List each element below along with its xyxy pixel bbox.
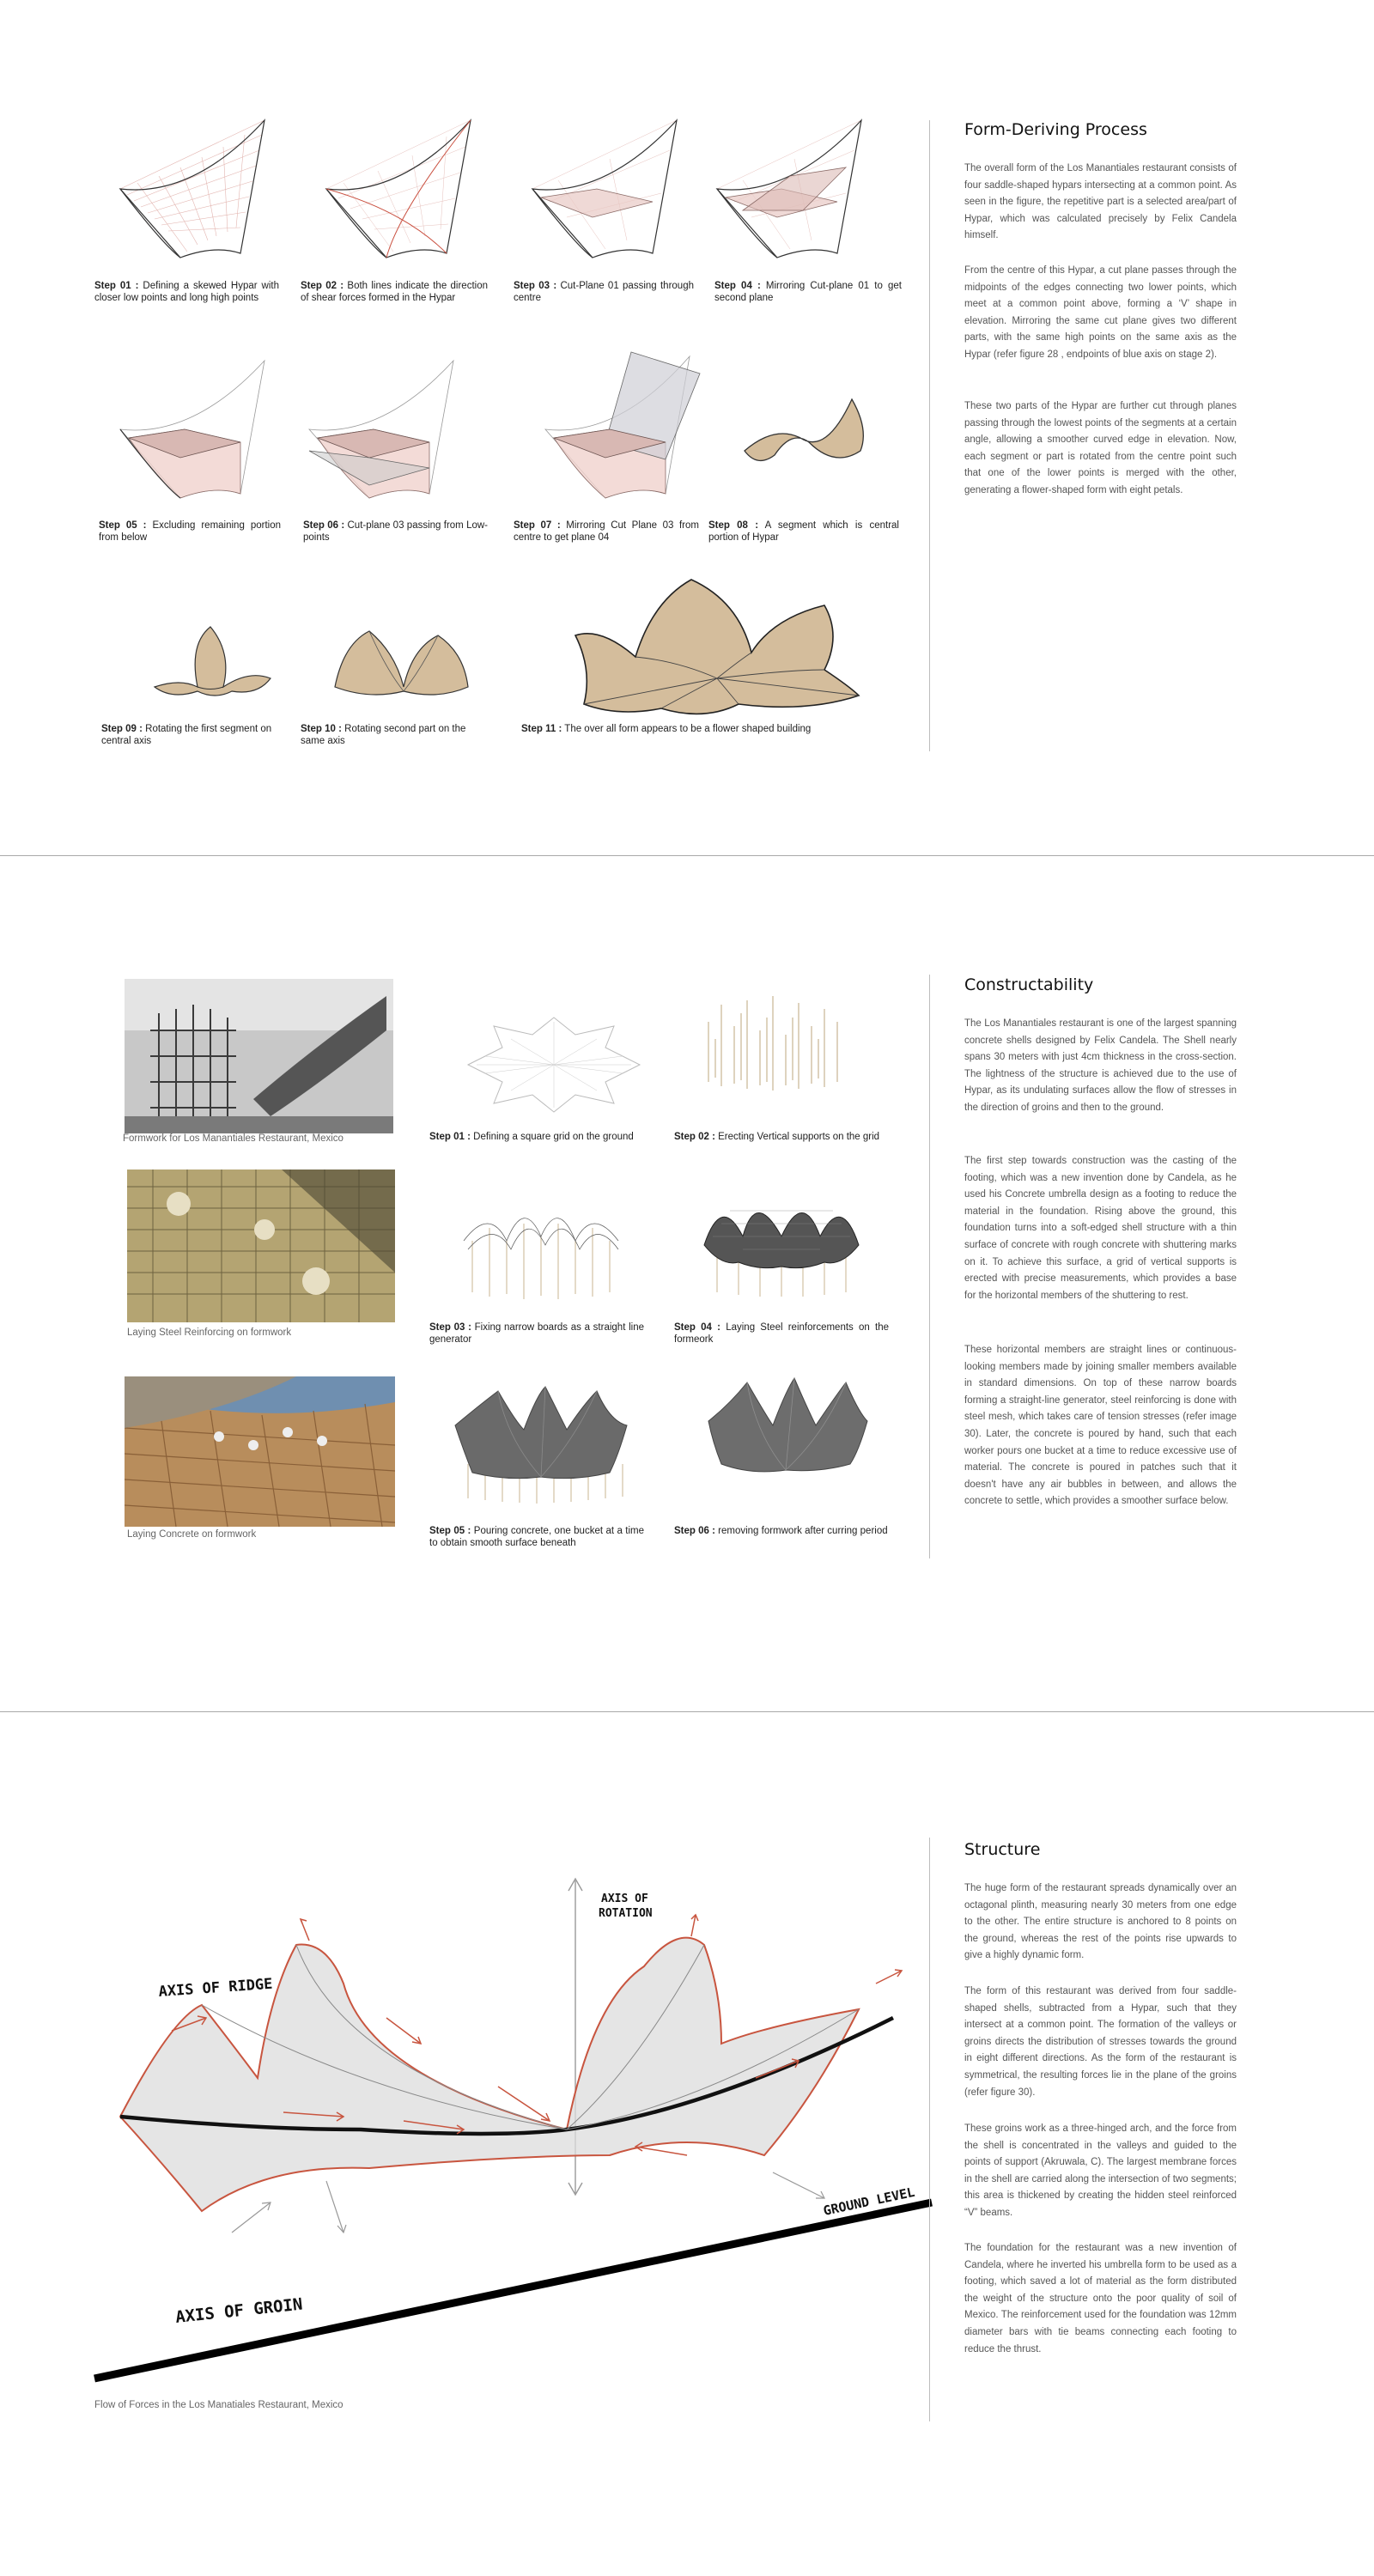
structure-title: Structure xyxy=(964,1840,1041,1859)
construct-paragraph-1: The Los Manantiales restaurant is one of the largest spanning concrete shells designed by Felix Candela. The Shell nearly spans 30 meters with just 4cm thickness in the cross-section. The lightness of the structure is achieved due to the use of Hypar, as its undulating surfaces allow the flow of stresses in the direction of groins and then to the ground. xyxy=(964,1018,1237,1113)
step-05-diagram xyxy=(112,356,283,519)
construct-step-02-diagram xyxy=(691,987,846,1099)
formwork-photo xyxy=(125,979,393,1133)
step-02-diagram xyxy=(318,116,489,279)
step-03-diagram xyxy=(524,116,696,279)
steel-reinforcing-photo xyxy=(127,1170,395,1322)
flow-of-forces-diagram xyxy=(86,1872,936,2387)
concrete-photo-caption: Laying Concrete on formwork xyxy=(127,1529,257,1540)
construct-step-03-diagram xyxy=(455,1189,627,1309)
form-paragraph-2: From the centre of this Hypar, a cut plane passes through the midpoints of the edges connecting two lower points, which meet at a common point above, forming a ‘V’ shape in elevation. Mirroring the same cut plane gives two different parts, with the same high points on the same axis as the Hypar (refer figure 28 , endpoints of blue axis on stage 2). xyxy=(964,265,1237,360)
form-title: Form-Deriving Process xyxy=(964,120,1147,139)
ground-line xyxy=(94,2202,932,2379)
form-divider xyxy=(929,120,930,751)
construct-step-06-diagram xyxy=(700,1374,872,1485)
construct-title: Constructability xyxy=(964,975,1094,994)
form-paragraph-1: The overall form of the Los Manantiales restaurant consists of four saddle-shaped hypars intersecting at a common point. As seen in the figure, the repetitive part is a selected area/part of Hypar, which was calculated precisely by Felix Candela himself. xyxy=(964,163,1237,241)
structure-divider xyxy=(929,1838,930,2421)
section-divider-1 xyxy=(0,855,1374,856)
form-step-06-caption: Step 06 : Cut-plane 03 passing from Low-points xyxy=(303,520,488,543)
step-01-diagram xyxy=(112,116,283,279)
construct-step-04-diagram xyxy=(696,1185,867,1305)
construct-step-01-diagram xyxy=(459,1013,648,1116)
form-step-07-caption: Step 07 : Mirroring Cut Plane 03 from centre to get plane 04 xyxy=(514,520,699,543)
form-step-05-caption: Step 05 : Excluding remaining portion from below xyxy=(99,520,281,543)
structure-paragraph-3: These groins work as a three-hinged arch, and the force from the shell is concentrated in the valleys and guided to the points of support (Akruwala, C). The largest membrane forces in the shell are carried along the intersection of two segments; this area is thickened by creating the hidden steel reinforced “V” beams. xyxy=(964,2123,1237,2218)
axis-of-groin-label: AXIS OF GROIN xyxy=(174,2294,304,2327)
form-step-01-caption: Step 01 : Defining a skewed Hypar with closer low points and long high points xyxy=(94,281,279,303)
step-06-diagram xyxy=(301,356,472,519)
construct-step-05-caption: Step 05 : Pouring concrete, one bucket at a time to obtain smooth surface beneath xyxy=(429,1526,644,1548)
concrete-photo xyxy=(125,1376,395,1527)
formwork-photo-caption: Formwork for Los Manantiales Restaurant, Mexico xyxy=(123,1133,344,1144)
form-step-09-caption: Step 09 : Rotating the first segment on central axis xyxy=(101,724,272,746)
axis-of-rotation-label-2: ROTATION xyxy=(599,1907,653,1920)
axis-of-rotation-label-1: AXIS OF xyxy=(601,1893,648,1905)
steel-reinforcing-caption: Laying Steel Reinforcing on formwork xyxy=(127,1327,292,1338)
form-step-08-caption: Step 08 : A segment which is central portion of Hypar xyxy=(708,520,899,543)
section-divider-2 xyxy=(0,1711,1374,1712)
construct-step-06-caption: Step 06 : removing formwork after curring period xyxy=(674,1526,888,1536)
step-10-diagram xyxy=(326,618,481,713)
step-07-diagram xyxy=(537,348,708,519)
step-08-diagram xyxy=(740,391,869,477)
construct-paragraph-3: These horizontal members are straight lines or continuous-looking members made by joining smaller members available in standard dimensions. On top of these narrow boards forming a straight-line generator, steel reinforcing is done with steel mesh, which takes care of tension stresses (refer image 30). Later, the concrete is poured by hand, such that each worker pours one bucket at a time to reduce excessive use of material. The concrete is poured in patches such that it doesn't have any air bubbles in between, and allows the concrete to settle, which provides a smoother surface below. xyxy=(964,1345,1237,1507)
axis-of-ridge-label: AXIS OF RIDGE xyxy=(157,1975,274,2001)
construct-step-01-caption: Step 01 : Defining a square grid on the ground xyxy=(429,1132,634,1142)
construct-step-02-caption: Step 02 : Erecting Vertical supports on the grid xyxy=(674,1132,880,1142)
construct-step-04-caption: Step 04 : Laying Steel reinforcements on the formeork xyxy=(674,1322,889,1345)
construct-step-05-diagram xyxy=(447,1378,635,1507)
form-step-11-caption: Step 11 : The over all form appears to be a flower shaped building xyxy=(521,724,812,734)
ground-level-label: GROUND LEVEL xyxy=(822,2184,916,2219)
step-04-diagram xyxy=(708,116,880,279)
form-paragraph-3: These two parts of the Hypar are further cut through planes passing through the lowest points of the segments at a certain angle, allowing a smoother curved edge in elevation. Now, each segment or part is rotated from the centre point such that one of the lower points is merged with the other, generating a flower-shaped form with eight petals. xyxy=(964,401,1237,495)
step-11-diagram xyxy=(567,575,872,721)
construct-paragraph-2: The first step towards construction was the casting of the footing, which was a new invention done by Candela, as he used his Concrete umbrella design as a footing to reduce the material in the foundation. Rising above the ground, this foundation turns into a soft-edged shell structure with a thin surface of concrete with rough concrete with shuttering marks on it. To achieve this surface, a grid of vertical supports is erected with precise measurements, which provides a base for the horizontal members of the shuttering to rest. xyxy=(964,1156,1237,1301)
form-step-04-caption: Step 04 : Mirroring Cut-plane 01 to get second plane xyxy=(714,281,903,303)
flow-of-forces-caption: Flow of Forces in the Los Manatiales Restaurant, Mexico xyxy=(94,2400,344,2410)
form-step-02-caption: Step 02 : Both lines indicate the direction of shear forces formed in the Hypar xyxy=(301,281,488,303)
structure-paragraph-1: The huge form of the restaurant spreads dynamically over an octagonal plinth, measuring nearly 30 meters from one edge to the other. The entire structure is anchored to 8 points on the ground, whereas the rest of the points rise upwards to give a highly dynamic form. xyxy=(964,1883,1237,1961)
construct-step-03-caption: Step 03 : Fixing narrow boards as a straight line generator xyxy=(429,1322,644,1345)
structure-paragraph-4: The foundation for the restaurant was a new invention of Candela, where he inverted his umbrella form to be used as a footing, which saved a lot of material as the form distributed the weight of the structure onto the poor quality of soil of Mexico. The reinforcement used for the foundation was 12mm diameter bars with tie beams connecting each footing to reduce the thrust. xyxy=(964,2243,1237,2354)
form-step-10-caption: Step 10 : Rotating second part on the same axis xyxy=(301,724,466,746)
form-step-03-caption: Step 03 : Cut-Plane 01 passing through centre xyxy=(514,281,694,303)
structure-paragraph-2: The form of this restaurant was derived from four saddle-shaped shells, subtracted from a Hypar, such that they intersect at a common point. The formation of the valleys or groins directs the distribution of stresses towards the ground in eight different directions. As the form of the restaurant is symmetrical, the resulting forces lie in the plane of the groins (refer figure 30). xyxy=(964,1986,1237,2098)
step-09-diagram xyxy=(146,618,283,713)
construct-divider xyxy=(929,975,930,1558)
